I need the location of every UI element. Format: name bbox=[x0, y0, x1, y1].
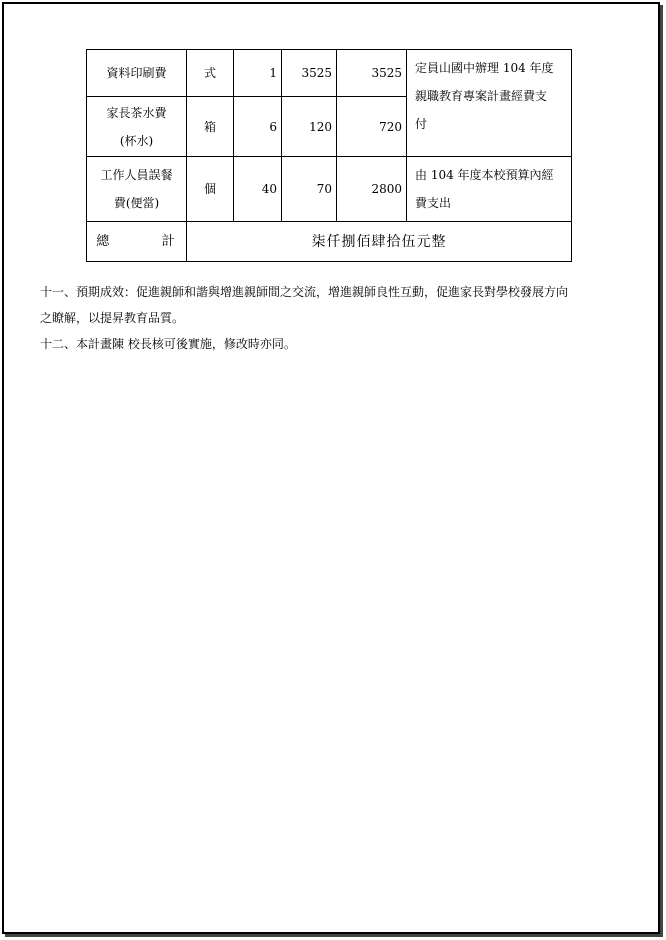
table-row bbox=[87, 50, 572, 97]
price-cell: 70 bbox=[282, 157, 337, 222]
price-cell: 3525 bbox=[282, 50, 337, 97]
amount-cell: 720 bbox=[337, 97, 407, 157]
note-line: 定員山國中辦理 104 年度 bbox=[415, 61, 554, 75]
total-label-b: 計 bbox=[161, 233, 177, 249]
qty-cell: 6 bbox=[234, 97, 282, 157]
note-line: 付 bbox=[415, 117, 428, 131]
note-line: 親職教育專案計畫經費支 bbox=[415, 89, 548, 103]
note-line: 由 104 年度本校預算內經 bbox=[415, 168, 554, 182]
unit-cell: 個 bbox=[187, 157, 234, 222]
section-12-line: 十二、本計畫陳 校長核可後實施，修改時亦同。 bbox=[40, 337, 296, 351]
qty-cell: 40 bbox=[234, 157, 282, 222]
item-cell bbox=[87, 157, 187, 222]
unit-cell: 式 bbox=[187, 50, 234, 97]
unit-cell: 箱 bbox=[187, 97, 234, 157]
item-cell: 資料印刷費 bbox=[87, 50, 187, 97]
amount-cell: 3525 bbox=[337, 50, 407, 97]
amount-cell: 2800 bbox=[337, 157, 407, 222]
note-cell bbox=[407, 157, 572, 222]
item-line: 家長茶水費 bbox=[106, 105, 167, 120]
price-cell: 120 bbox=[282, 97, 337, 157]
section-12 bbox=[40, 331, 640, 357]
section-11-line-1: 十一、預期成效：促進親師和諧與增進親師間之交流，增進親師良性互動，促進家長對學校發展方向 bbox=[40, 285, 569, 299]
budget-table bbox=[86, 49, 572, 262]
total-label-cell bbox=[87, 222, 187, 262]
total-value-cell: 柒仟捌佰肆拾伍元整 bbox=[187, 222, 572, 262]
total-row bbox=[87, 222, 572, 262]
note-line: 費支出 bbox=[415, 196, 452, 210]
total-label-a: 總 bbox=[96, 233, 112, 249]
item-line: (杯水) bbox=[119, 133, 154, 148]
item-cell bbox=[87, 97, 187, 157]
section-11-line-2: 之瞭解，以提昇教育品質。 bbox=[40, 311, 185, 325]
table-row bbox=[87, 157, 572, 222]
qty-cell: 1 bbox=[234, 50, 282, 97]
item-line: 費(便當) bbox=[113, 196, 160, 210]
item-line: 工作人員誤餐 bbox=[100, 168, 173, 182]
note-cell bbox=[407, 50, 572, 157]
section-11 bbox=[40, 279, 640, 331]
